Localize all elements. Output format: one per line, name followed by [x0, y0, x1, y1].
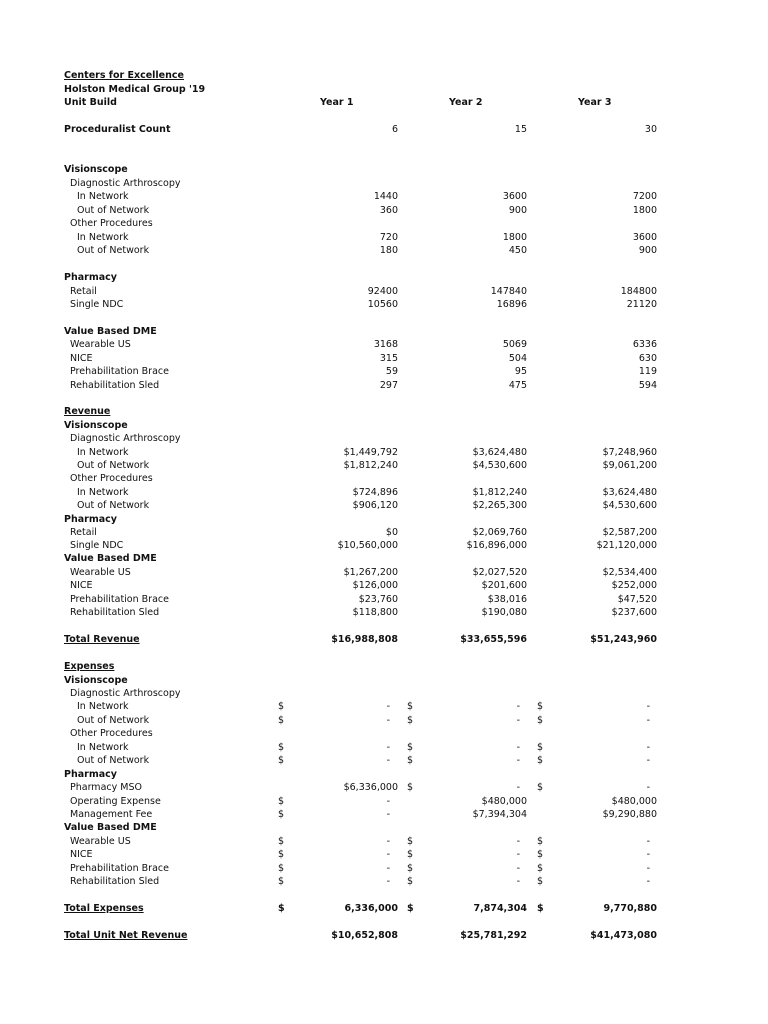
exp-brace-y3-dollar: $	[537, 863, 544, 874]
total-revenue-y2: $33,655,596	[460, 634, 527, 645]
exp-diag-out-y2-dollar: $	[407, 715, 414, 726]
rev-other-out-y1: $906,120	[352, 500, 398, 511]
vol-diag-out-label: Out of Network	[77, 205, 150, 216]
total-expenses-y2-dollar: $	[407, 903, 414, 914]
exp-brace-y1-dash: -	[386, 863, 390, 874]
rev-ndc-y1: $10,560,000	[337, 540, 398, 551]
vol-brace-label: Prehabilitation Brace	[70, 366, 169, 377]
rev-pharmacy-heading: Pharmacy	[64, 514, 117, 525]
exp-mgmt-y1-dash: -	[386, 809, 390, 820]
exp-wearable-y2-dollar: $	[407, 836, 414, 847]
rev-wearable-y3: $2,534,400	[602, 567, 657, 578]
exp-mso-y3-dash: -	[646, 782, 650, 793]
exp-mgmt-y1-dollar: $	[278, 809, 285, 820]
net-revenue-label: Total Unit Net Revenue	[64, 930, 188, 941]
vol-retail-y2: 147840	[490, 286, 527, 297]
vol-nice-label: NICE	[70, 353, 93, 364]
exp-diag-in-y3-dash: -	[646, 701, 650, 712]
vol-other-out-y3: 900	[638, 245, 657, 256]
exp-sled-y3-dash: -	[646, 876, 650, 887]
unit-build-label: Unit Build	[64, 97, 117, 108]
exp-dme-heading: Value Based DME	[64, 822, 157, 833]
rev-retail-y1: $0	[385, 527, 398, 538]
proceduralist-label: Proceduralist Count	[64, 124, 171, 135]
exp-nice-y2-dollar: $	[407, 849, 414, 860]
vol-wearable-y1: 3168	[373, 339, 398, 350]
exp-other-in-y3-dollar: $	[537, 742, 544, 753]
exp-other-label: Other Procedures	[70, 728, 153, 739]
vol-sled-y3: 594	[638, 380, 657, 391]
rev-other-in-y3: $3,624,480	[602, 487, 657, 498]
rev-nice-y1: $126,000	[352, 580, 398, 591]
vol-retail-y1: 92400	[367, 286, 398, 297]
exp-visionscope-heading: Visionscope	[64, 675, 128, 686]
rev-nice-y2: $201,600	[481, 580, 527, 591]
net-revenue-y2: $25,781,292	[460, 930, 527, 941]
rev-brace-y2: $38,016	[487, 594, 527, 605]
exp-other-out-y3-dash: -	[646, 755, 650, 766]
rev-other-out-y3: $4,530,600	[602, 500, 657, 511]
rev-retail-y2: $2,069,760	[472, 527, 527, 538]
exp-diag-out-label: Out of Network	[77, 715, 150, 726]
exp-nice-y2-dash: -	[516, 849, 520, 860]
total-expenses-y2: 7,874,304	[473, 903, 527, 914]
vol-sled-label: Rehabilitation Sled	[70, 380, 160, 391]
exp-other-in-y2-dash: -	[516, 742, 520, 753]
vol-other-in-y2: 1800	[502, 232, 527, 243]
vol-retail-label: Retail	[70, 286, 97, 297]
rev-sled-y1: $118,800	[352, 607, 398, 618]
vol-retail-y3: 184800	[620, 286, 657, 297]
exp-sled-y3-dollar: $	[537, 876, 544, 887]
total-revenue-label: Total Revenue	[64, 634, 140, 645]
rev-wearable-y1: $1,267,200	[343, 567, 398, 578]
vol-brace-y2: 95	[514, 366, 527, 377]
exp-wearable-y3-dash: -	[646, 836, 650, 847]
exp-opex-y1-dash: -	[386, 796, 390, 807]
rev-wearable-y2: $2,027,520	[472, 567, 527, 578]
rev-brace-y1: $23,760	[358, 594, 398, 605]
exp-opex-label: Operating Expense	[70, 796, 161, 807]
exp-brace-label: Prehabilitation Brace	[70, 863, 169, 874]
rev-sled-y2: $190,080	[481, 607, 527, 618]
vol-diag-in-y2: 3600	[502, 191, 527, 202]
rev-diag-in-label: In Network	[77, 447, 129, 458]
rev-other-in-label: In Network	[77, 487, 129, 498]
vol-sled-y2: 475	[508, 380, 527, 391]
total-revenue-y1: $16,988,808	[331, 634, 398, 645]
rev-other-out-label: Out of Network	[77, 500, 150, 511]
rev-diag-label: Diagnostic Arthroscopy	[70, 433, 181, 444]
rev-wearable-label: Wearable US	[70, 567, 131, 578]
exp-wearable-label: Wearable US	[70, 836, 131, 847]
exp-nice-y3-dash: -	[646, 849, 650, 860]
exp-brace-y1-dollar: $	[278, 863, 285, 874]
report-title: Centers for Excellence	[64, 70, 184, 81]
exp-diag-in-y3-dollar: $	[537, 701, 544, 712]
total-revenue-y3: $51,243,960	[590, 634, 657, 645]
exp-diag-in-label: In Network	[77, 701, 129, 712]
exp-other-in-label: In Network	[77, 742, 129, 753]
total-expenses-y1: 6,336,000	[344, 903, 398, 914]
rev-dme-heading: Value Based DME	[64, 553, 157, 564]
rev-retail-y3: $2,587,200	[602, 527, 657, 538]
rev-sled-y3: $237,600	[611, 607, 657, 618]
exp-other-in-y1-dash: -	[386, 742, 390, 753]
exp-brace-y2-dash: -	[516, 863, 520, 874]
rev-ndc-y2: $16,896,000	[466, 540, 527, 551]
vol-nice-y2: 504	[508, 353, 527, 364]
vol-brace-y1: 59	[385, 366, 398, 377]
exp-sled-label: Rehabilitation Sled	[70, 876, 160, 887]
exp-other-in-y1-dollar: $	[278, 742, 285, 753]
rev-diag-out-y2: $4,530,600	[472, 460, 527, 471]
exp-diag-out-y2-dash: -	[516, 715, 520, 726]
exp-other-out-y1-dollar: $	[278, 755, 285, 766]
exp-sled-y1-dollar: $	[278, 876, 285, 887]
vol-nice-y3: 630	[638, 353, 657, 364]
exp-other-out-y2-dash: -	[516, 755, 520, 766]
rev-retail-label: Retail	[70, 527, 97, 538]
vol-wearable-y2: 5069	[502, 339, 527, 350]
rev-ndc-y3: $21,120,000	[596, 540, 657, 551]
exp-other-in-y2-dollar: $	[407, 742, 414, 753]
exp-mso-y2-dash: -	[516, 782, 520, 793]
exp-sled-y2-dash: -	[516, 876, 520, 887]
exp-other-out-y1-dash: -	[386, 755, 390, 766]
vol-diag-in-y3: 7200	[632, 191, 657, 202]
exp-brace-y3-dash: -	[646, 863, 650, 874]
total-expenses-y3-dollar: $	[537, 903, 544, 914]
exp-other-in-y3-dash: -	[646, 742, 650, 753]
vol-ndc-y3: 21120	[626, 299, 657, 310]
exp-nice-y3-dollar: $	[537, 849, 544, 860]
exp-other-out-label: Out of Network	[77, 755, 150, 766]
rev-ndc-label: Single NDC	[70, 540, 124, 551]
exp-diag-out-y3-dollar: $	[537, 715, 544, 726]
vol-ndc-y2: 16896	[496, 299, 527, 310]
year-3-header: Year 3	[578, 97, 612, 108]
exp-diag-in-y1-dash: -	[386, 701, 390, 712]
total-expenses-y1-dollar: $	[278, 903, 285, 914]
rev-diag-out-y1: $1,812,240	[343, 460, 398, 471]
expenses-heading: Expenses	[64, 661, 115, 672]
exp-diag-out-y1-dollar: $	[278, 715, 285, 726]
year-1-header: Year 1	[320, 97, 354, 108]
vol-other-in-y1: 720	[379, 232, 398, 243]
rev-visionscope-heading: Visionscope	[64, 420, 128, 431]
exp-mgmt-label: Management Fee	[70, 809, 153, 820]
exp-wearable-y1-dollar: $	[278, 836, 285, 847]
rev-other-in-y2: $1,812,240	[472, 487, 527, 498]
exp-opex-y3: $480,000	[611, 796, 657, 807]
exp-brace-y2-dollar: $	[407, 863, 414, 874]
vol-other-out-y2: 450	[508, 245, 527, 256]
rev-diag-in-y2: $3,624,480	[472, 447, 527, 458]
vol-wearable-y3: 6336	[632, 339, 657, 350]
vol-nice-y1: 315	[379, 353, 398, 364]
exp-mso-y2-dollar: $	[407, 782, 414, 793]
rev-sled-label: Rehabilitation Sled	[70, 607, 160, 618]
vol-pharmacy-heading: Pharmacy	[64, 272, 117, 283]
exp-nice-label: NICE	[70, 849, 93, 860]
exp-other-out-y3-dollar: $	[537, 755, 544, 766]
exp-nice-y1-dash: -	[386, 849, 390, 860]
exp-sled-y1-dash: -	[386, 876, 390, 887]
exp-other-out-y2-dollar: $	[407, 755, 414, 766]
rev-other-out-y2: $2,265,300	[472, 500, 527, 511]
vol-other-out-label: Out of Network	[77, 245, 150, 256]
rev-nice-y3: $252,000	[611, 580, 657, 591]
exp-wearable-y2-dash: -	[516, 836, 520, 847]
exp-mso-label: Pharmacy MSO	[70, 782, 142, 793]
vol-wearable-label: Wearable US	[70, 339, 131, 350]
vol-diag-out-y1: 360	[379, 205, 398, 216]
vol-diag-out-y3: 1800	[632, 205, 657, 216]
exp-diag-out-y1-dash: -	[386, 715, 390, 726]
vol-sled-y1: 297	[379, 380, 398, 391]
exp-diag-out-y3-dash: -	[646, 715, 650, 726]
exp-opex-y1-dollar: $	[278, 796, 285, 807]
net-revenue-y3: $41,473,080	[590, 930, 657, 941]
proceduralist-y3: 30	[644, 124, 657, 135]
exp-mgmt-y3: $9,290,880	[602, 809, 657, 820]
vol-other-in-y3: 3600	[632, 232, 657, 243]
exp-diag-label: Diagnostic Arthroscopy	[70, 688, 181, 699]
rev-diag-out-label: Out of Network	[77, 460, 150, 471]
exp-mso-y1: $6,336,000	[343, 782, 398, 793]
vol-diag-out-y2: 900	[508, 205, 527, 216]
rev-other-in-y1: $724,896	[352, 487, 398, 498]
total-expenses-label: Total Expenses	[64, 903, 144, 914]
total-expenses-y3: 9,770,880	[603, 903, 657, 914]
exp-sled-y2-dollar: $	[407, 876, 414, 887]
exp-pharmacy-heading: Pharmacy	[64, 769, 117, 780]
exp-diag-in-y2-dash: -	[516, 701, 520, 712]
exp-opex-y2: $480,000	[481, 796, 527, 807]
revenue-heading: Revenue	[64, 406, 111, 417]
exp-wearable-y3-dollar: $	[537, 836, 544, 847]
exp-diag-in-y2-dollar: $	[407, 701, 414, 712]
report-subtitle: Holston Medical Group '19	[64, 84, 206, 95]
vol-diag-in-y1: 1440	[373, 191, 398, 202]
proceduralist-y1: 6	[391, 124, 398, 135]
exp-diag-in-y1-dollar: $	[278, 701, 285, 712]
exp-mgmt-y2: $7,394,304	[472, 809, 527, 820]
rev-diag-in-y1: $1,449,792	[343, 447, 398, 458]
exp-nice-y1-dollar: $	[278, 849, 285, 860]
exp-wearable-y1-dash: -	[386, 836, 390, 847]
vol-brace-y3: 119	[638, 366, 657, 377]
vol-other-out-y1: 180	[379, 245, 398, 256]
rev-diag-out-y3: $9,061,200	[602, 460, 657, 471]
rev-nice-label: NICE	[70, 580, 93, 591]
vol-dme-heading: Value Based DME	[64, 326, 157, 337]
vol-other-in-label: In Network	[77, 232, 129, 243]
net-revenue-y1: $10,652,808	[331, 930, 398, 941]
vol-diag-label: Diagnostic Arthroscopy	[70, 178, 181, 189]
rev-diag-in-y3: $7,248,960	[602, 447, 657, 458]
vol-other-label: Other Procedures	[70, 218, 153, 229]
rev-brace-y3: $47,520	[617, 594, 657, 605]
proceduralist-y2: 15	[514, 124, 527, 135]
vol-ndc-y1: 10560	[367, 299, 398, 310]
vol-diag-in-label: In Network	[77, 191, 129, 202]
vol-visionscope-heading: Visionscope	[64, 164, 128, 175]
year-2-header: Year 2	[449, 97, 483, 108]
rev-brace-label: Prehabilitation Brace	[70, 594, 169, 605]
exp-mso-y3-dollar: $	[537, 782, 544, 793]
rev-other-label: Other Procedures	[70, 473, 153, 484]
vol-ndc-label: Single NDC	[70, 299, 124, 310]
